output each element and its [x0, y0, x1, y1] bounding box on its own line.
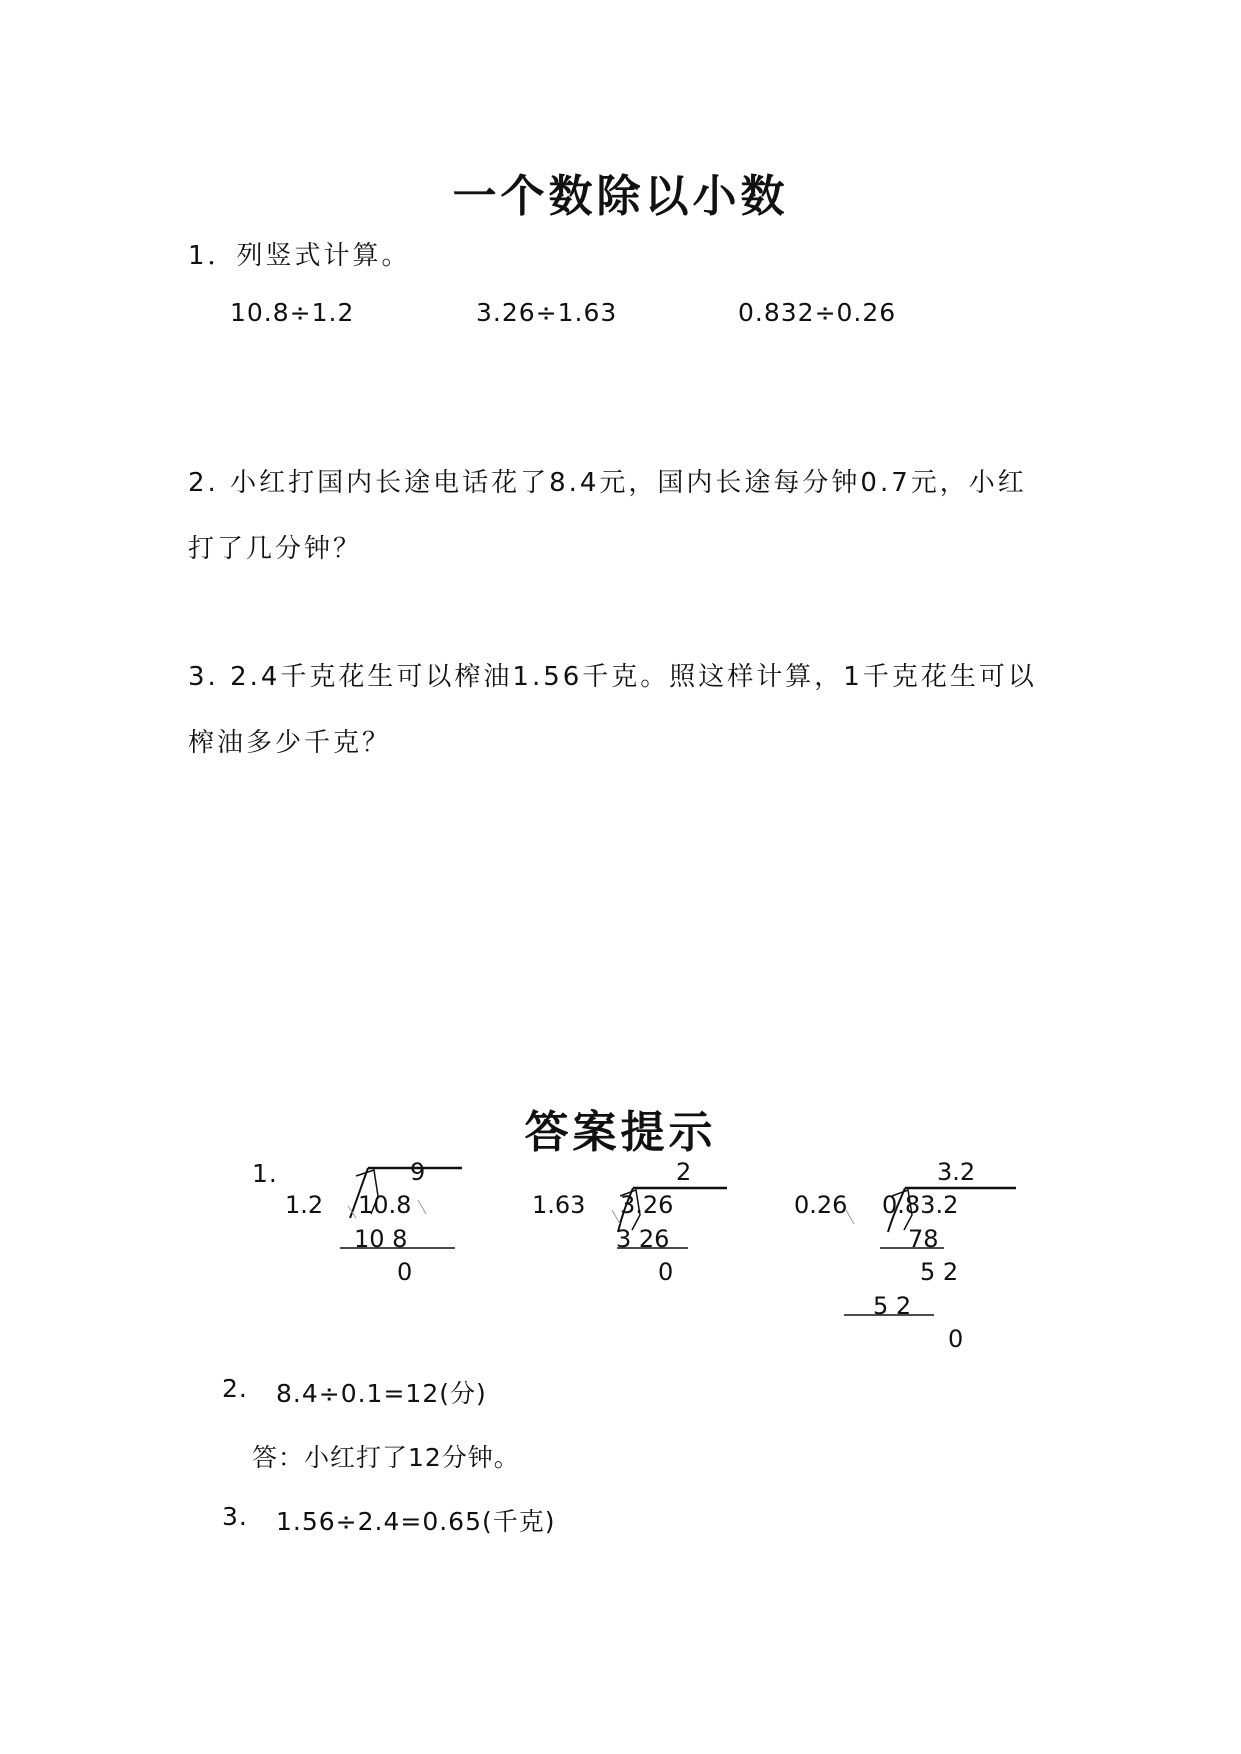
partial-3: 5 2	[920, 1258, 959, 1286]
dividend-2: 3.26	[620, 1191, 674, 1219]
exercise-1-label: 1．列竖式计算。	[188, 241, 411, 271]
answer-2-equation: 8.4÷0.1=12(分)	[276, 1379, 487, 1408]
answers-heading: 答案提示	[524, 1107, 717, 1158]
quotient-2: 2	[676, 1158, 692, 1186]
dividend-3: 0.83.2	[882, 1191, 959, 1219]
quotient-1: 9	[410, 1158, 426, 1186]
answer-3-label: 3.	[222, 1502, 248, 1531]
exercise-3-line2: 榨油多少千克？	[188, 728, 392, 758]
problem-1b: 3.26÷1.63	[476, 298, 618, 327]
page-title: 一个数除以小数	[452, 171, 789, 222]
remainder-2: 0	[658, 1258, 674, 1286]
quotient-3: 3.2	[937, 1158, 976, 1186]
dividend-1: 10.8	[358, 1191, 412, 1219]
remainder-3: 0	[948, 1325, 964, 1353]
answer-2-label: 2.	[222, 1374, 248, 1403]
exercise-2-line2: 打了几分钟？	[188, 534, 363, 564]
answer-2-statement: 答：小红打了12分钟。	[252, 1443, 520, 1472]
exercise-2-line1: 2. 小红打国内长途电话花了8.4元，国内长途每分钟0.7元，小红	[188, 468, 1027, 498]
product-2: 3 26	[616, 1225, 670, 1253]
problem-1a: 10.8÷1.2	[230, 298, 355, 327]
product-3b: 5 2	[873, 1292, 912, 1320]
answer-1-label: 1.	[252, 1159, 278, 1188]
divisor-1: 1.2	[285, 1191, 324, 1219]
product-3a: 78	[908, 1225, 939, 1253]
divisor-2: 1.63	[532, 1191, 586, 1219]
exercise-3-line1: 3. 2.4千克花生可以榨油1.56千克。照这样计算，1千克花生可以	[188, 662, 1037, 692]
problem-1c: 0.832÷0.26	[738, 298, 897, 327]
divisor-3: 0.26	[794, 1191, 848, 1219]
remainder-1: 0	[397, 1258, 413, 1286]
product-1: 10 8	[354, 1225, 408, 1253]
answer-3-equation: 1.56÷2.4=0.65(千克)	[276, 1507, 556, 1536]
